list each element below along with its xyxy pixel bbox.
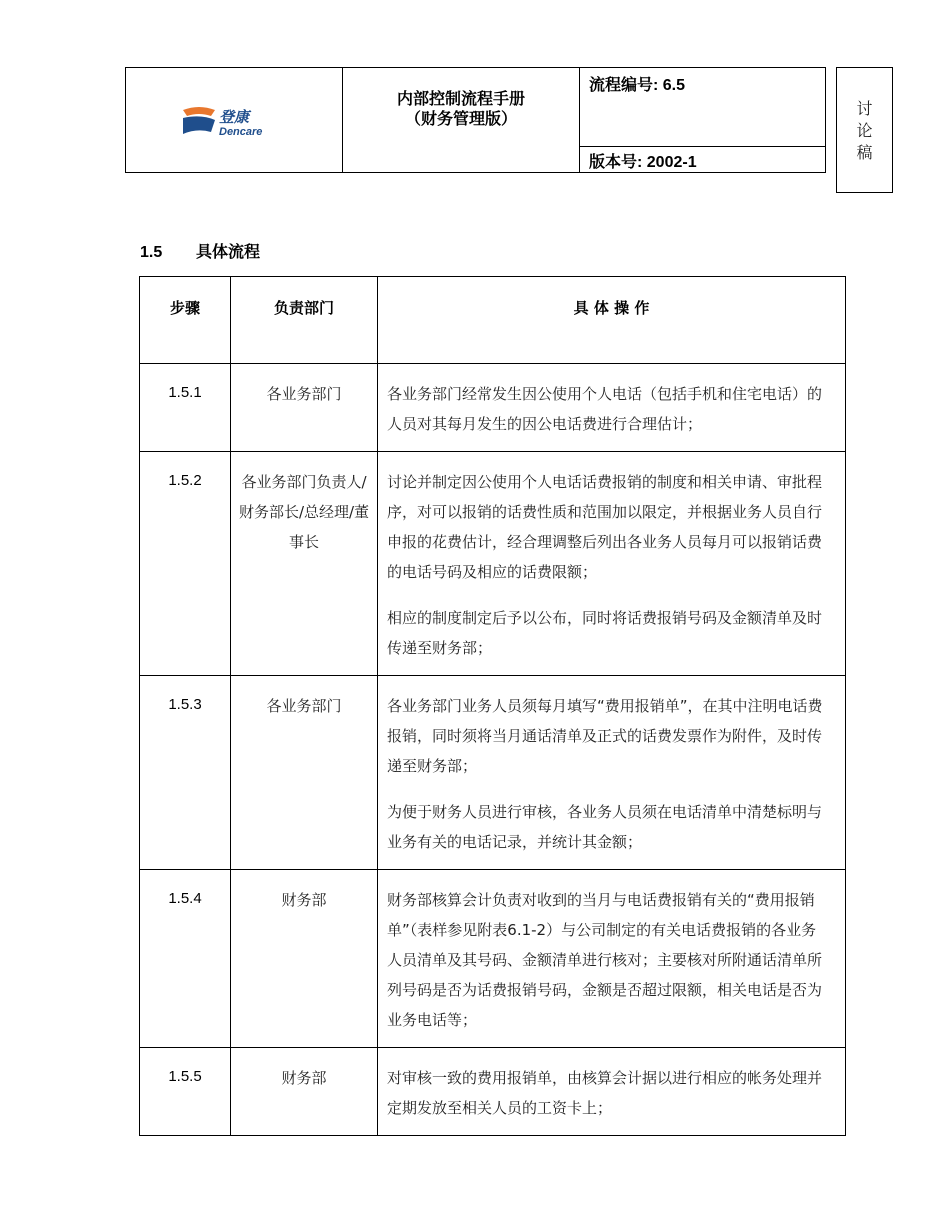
header-operation: 具 体 操 作 [378, 277, 846, 364]
version-number [580, 147, 826, 173]
operation-cell [378, 870, 846, 1048]
draft-char: 论 [856, 121, 873, 140]
operation-cell [378, 452, 846, 676]
process-table [139, 276, 846, 1136]
section-number: 1.5 [140, 244, 163, 261]
responsible-dept: 各业务部门 [231, 364, 378, 452]
draft-stamp [836, 67, 893, 193]
responsible-dept: 财务部 [231, 1048, 378, 1136]
logo-cn-text: 登康 [219, 108, 250, 126]
step-number: 1.5.5 [140, 1048, 231, 1136]
operation-text: 各业务部门业务人员须每月填写“费用报销单”，在其中注明电话费报销，同时须将当月通话清单及正式的话费发票作为附件，及时传递至财务部； [387, 697, 823, 775]
operation-cell [378, 1048, 846, 1136]
operation-text: 各业务部门经常发生因公使用个人电话（包括手机和住宅电话）的人员对其每月发生的因公电话费进行合理估计； [387, 385, 823, 433]
manual-title-cell [343, 68, 580, 173]
version-value: 2002-1 [646, 154, 697, 171]
operation-text: 讨论并制定因公使用个人电话话费报销的制度和相关申请、审批程序，对可以报销的话费性质和范围加以限定，并根据业务人员自行申报的花费估计，经合理调整后列出各业务人员每月可以报销话费的电话号码及相应的话费限额； [387, 473, 823, 581]
version-label: 版本号: [589, 154, 647, 171]
table-row [140, 870, 846, 1048]
section-heading [140, 239, 260, 262]
table-row [140, 364, 846, 452]
operation-cell [378, 676, 846, 870]
process-code-value: 6.5 [662, 77, 686, 94]
responsible-dept: 各业务部门 [231, 676, 378, 870]
table-row [140, 1048, 846, 1136]
operation-text: 对审核一致的费用报销单，由核算会计据以进行相应的帐务处理并定期发放至相关人员的工资卡上； [387, 1069, 823, 1117]
step-number: 1.5.1 [140, 364, 231, 452]
dencare-logo [181, 104, 281, 140]
step-number: 1.5.4 [140, 870, 231, 1048]
operation-cell [378, 364, 846, 452]
table-row [140, 452, 846, 676]
draft-char: 讨 [856, 99, 873, 118]
responsible-dept: 财务部 [231, 870, 378, 1048]
header-dept: 负责部门 [231, 277, 378, 364]
responsible-dept: 各业务部门负责人/财务部长/总经理/董事长 [231, 452, 378, 676]
header-step: 步骤 [140, 277, 231, 364]
step-number: 1.5.2 [140, 452, 231, 676]
operation-text: 相应的制度制定后予以公布，同时将话费报销号码及金额清单及时传递至财务部； [387, 609, 823, 657]
manual-title: 内部控制流程手册 [396, 89, 525, 108]
logo-en-text: Dencare [219, 126, 263, 138]
operation-text: 为便于财务人员进行审核，各业务人员须在电话清单中清楚标明与业务有关的电话记录，并统计其金额； [387, 803, 823, 851]
operation-text: 财务部核算会计负责对收到的当月与电话费报销有关的“费用报销单”（表样参见附表6.1-2）与公司制定的有关电话费报销的各业务人员清单及其号码、金额清单进行核对；主要核对所附通话清单所列号码是否为话费报销号码，金额是否超过限额，相关电话是否为业务电话等； [387, 891, 823, 1029]
section-title: 具体流程 [196, 242, 261, 261]
step-number: 1.5.3 [140, 676, 231, 870]
table-row [140, 676, 846, 870]
draft-char: 稿 [856, 143, 873, 162]
process-code-label: 流程编号: [589, 77, 663, 94]
table-header-row [140, 277, 846, 364]
document-header [125, 67, 826, 173]
logo-cell [126, 68, 343, 173]
manual-subtitle: （财务管理版） [404, 109, 517, 128]
process-code [580, 68, 826, 147]
